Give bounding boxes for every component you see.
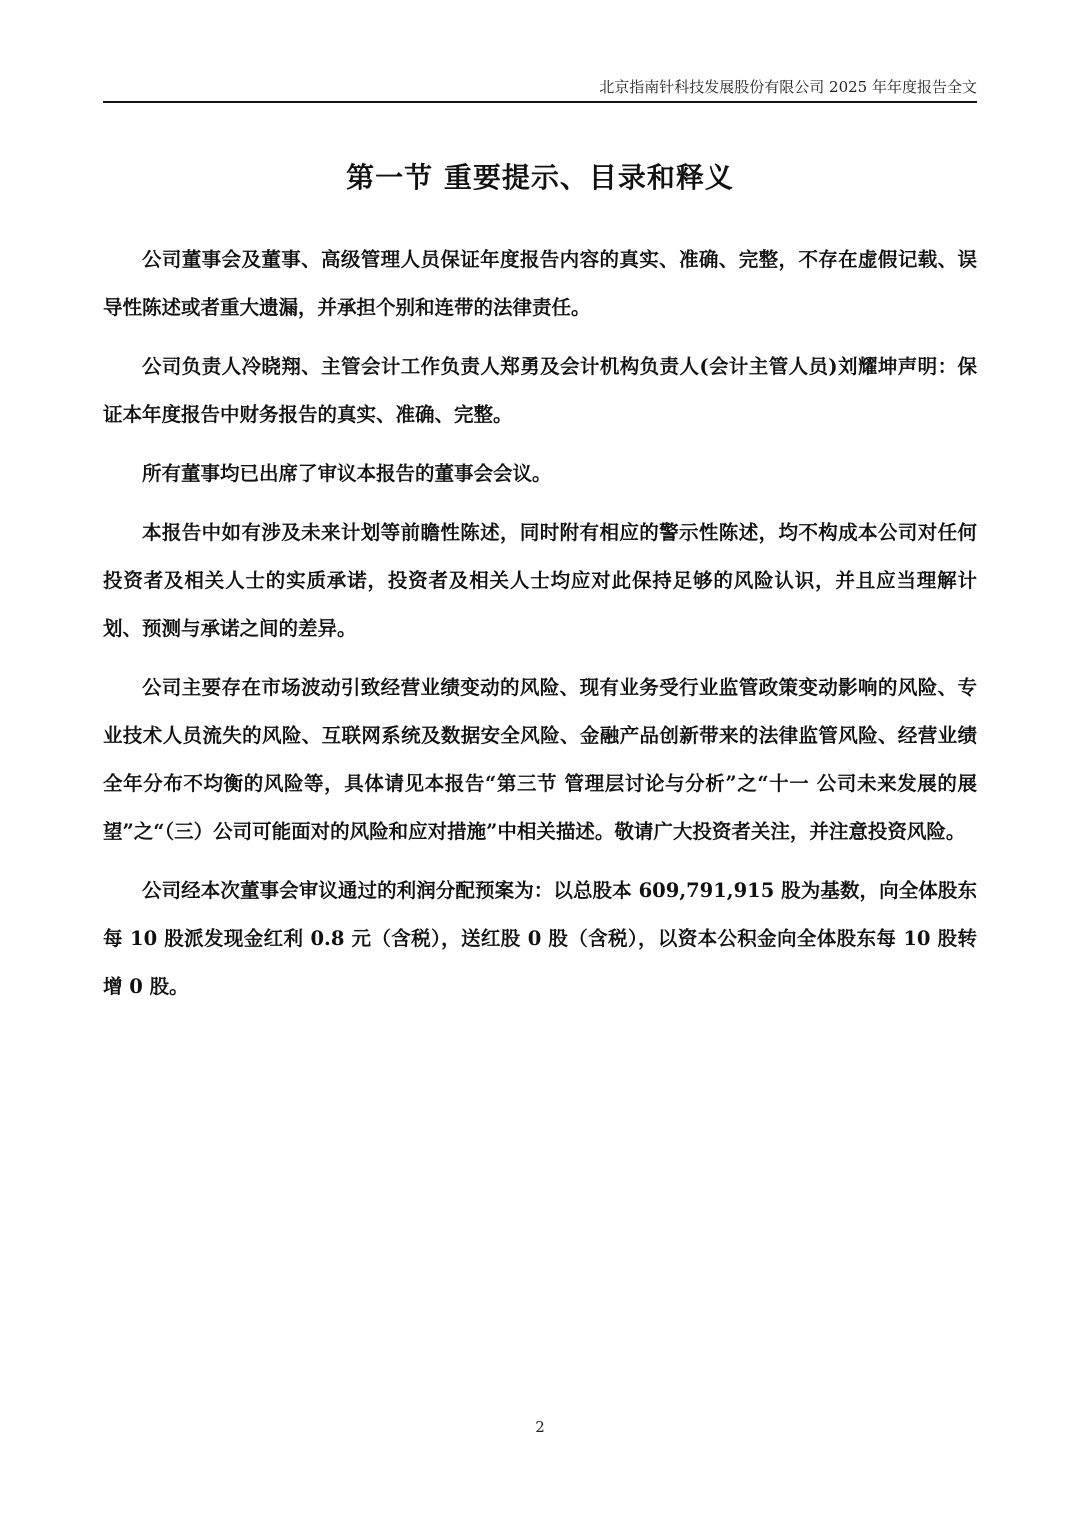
header-divider: [103, 101, 977, 103]
document-body: [103, 236, 977, 1022]
paragraph-risk-factors: 公司主要存在市场波动引致经营业绩变动的风险、现有业务受行业监管政策变动影响的风险、专业技术人员流失的风险、互联网系统及数据安全风险、金融产品创新带来的法律监管风险、经营业绩全年分布不均衡的风险等，具体请见本报告“第三节 管理层讨论与分析”之“十一 公司未来发展的展望”之“（三）公司可能面对的风险和应对措施”中相关描述。敬请广大投资者关注，并注意投资风险。: [103, 676, 977, 843]
section-title: 第一节 重要提示、目录和释义: [346, 161, 734, 194]
paragraph-board-attendance: 所有董事均已出席了审议本报告的董事会会议。: [142, 462, 552, 485]
paragraph-forward-looking: 本报告中如有涉及未来计划等前瞻性陈述，同时附有相应的警示性陈述，均不构成本公司对任何投资者及相关人士的实质承诺，投资者及相关人士均应对此保持足够的风险认识，并且应当理解计划、预测与承诺之间的差异。: [103, 521, 977, 640]
running-header: 北京指南针科技发展股份有限公司 2025 年年度报告全文: [599, 78, 977, 96]
paragraph-board-guarantee: 公司董事会及董事、高级管理人员保证年度报告内容的真实、准确、完整，不存在虚假记载、误导性陈述或者重大遗漏，并承担个别和连带的法律责任。: [103, 248, 977, 319]
page-number: 2: [535, 1418, 545, 1436]
paragraph-profit-distribution: 公司经本次董事会审议通过的利润分配预案为：以总股本 609,791,915 股为基数，向全体股东每 10 股派发现金红利 0.8 元（含税），送红股 0 股（含税），以资本公积金向全体股东每 10 股转增 0 股。: [103, 879, 977, 998]
paragraph-officer-declaration: 公司负责人冷晓翔、主管会计工作负责人郑勇及会计机构负责人(会计主管人员)刘耀坤声明：保证本年度报告中财务报告的真实、准确、完整。: [103, 355, 977, 426]
